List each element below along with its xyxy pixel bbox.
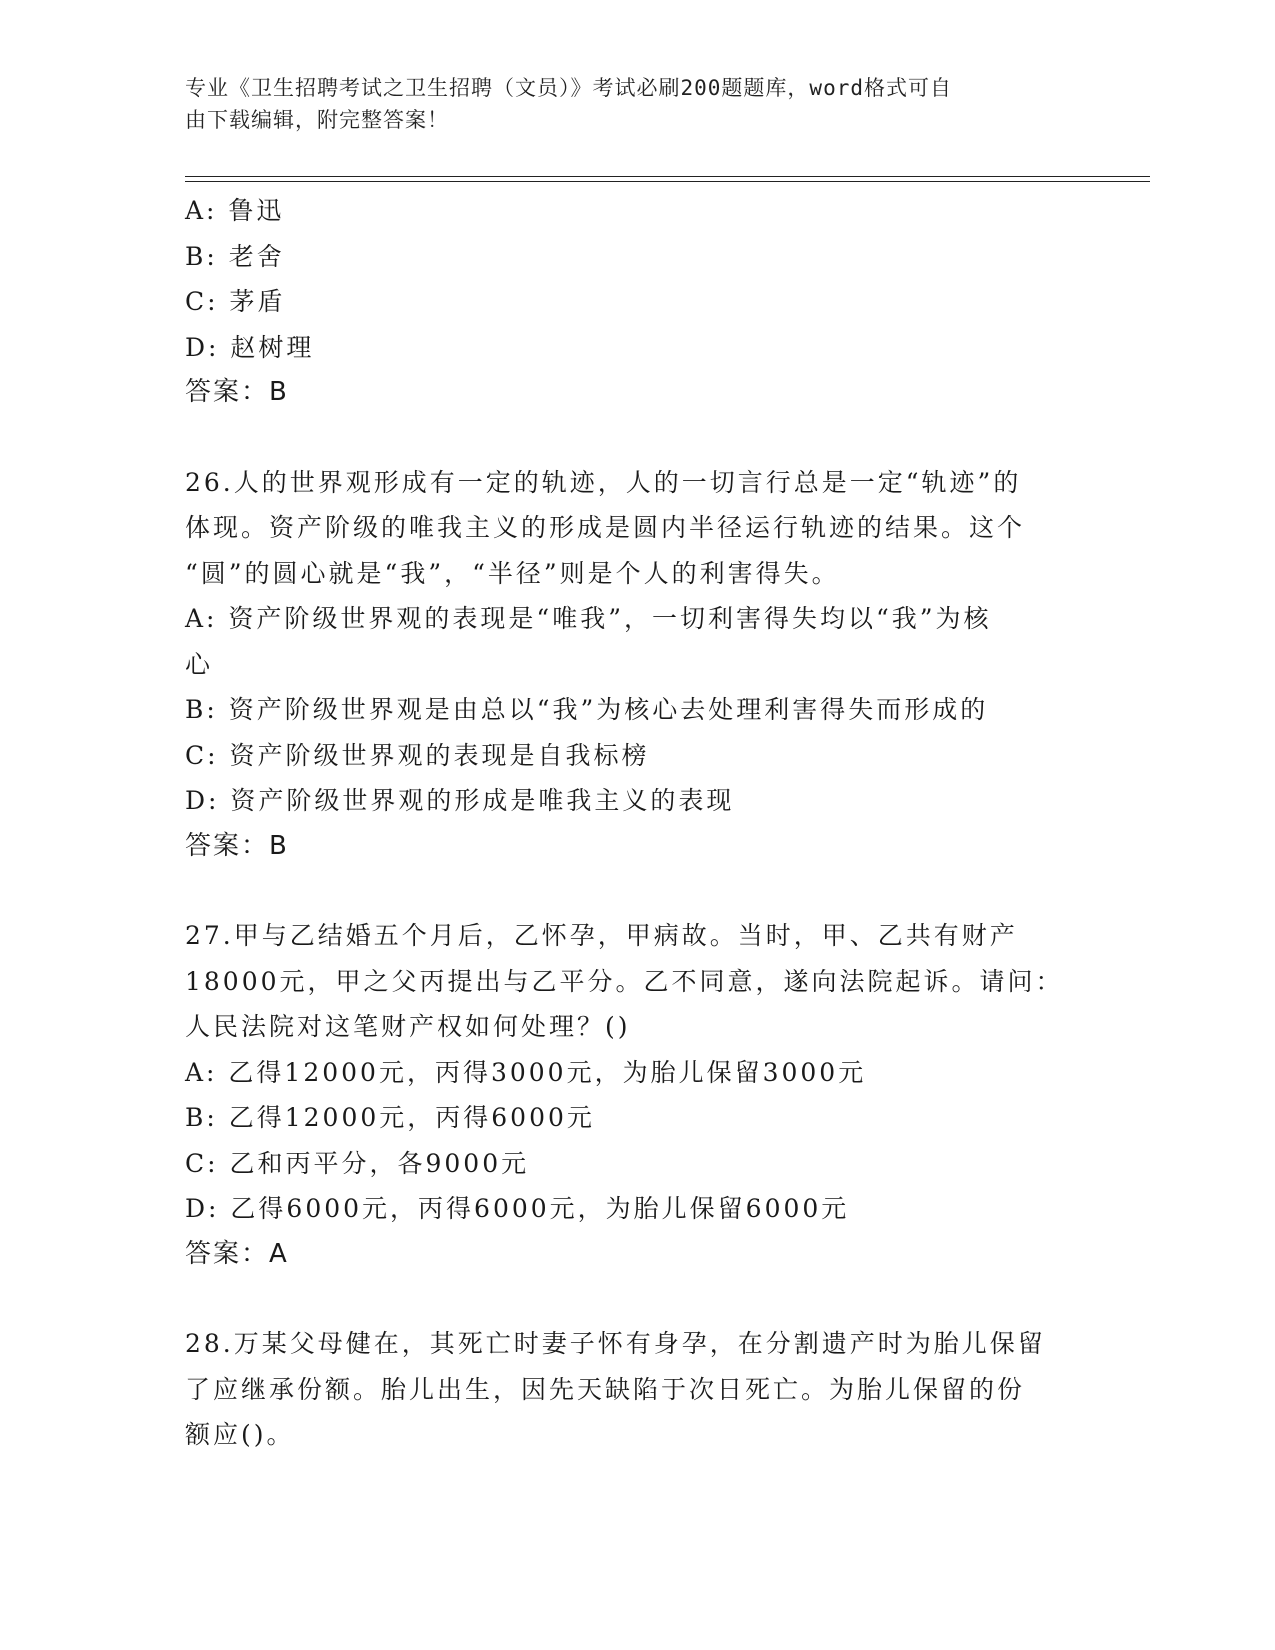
question-stem-line: 27.甲与乙结婚五个月后，乙怀孕，甲病故。当时，甲、乙共有财产 bbox=[185, 921, 1018, 950]
option-a: A: 鲁迅 bbox=[185, 196, 285, 225]
option-c: C: 乙和丙平分，各9000元 bbox=[185, 1148, 530, 1178]
answer-line: 答案：B bbox=[185, 830, 289, 861]
document-header bbox=[185, 72, 1065, 136]
header-line-2: 由下载编辑，附完整答案！ bbox=[185, 108, 449, 132]
option-d: D: 资产阶级世界观的形成是唯我主义的表现 bbox=[185, 786, 735, 815]
option-a-continued: 心 bbox=[185, 649, 214, 679]
option-b: B: 老舍 bbox=[185, 241, 285, 271]
document-body bbox=[185, 188, 1085, 1458]
option-a: A: 乙得12000元，丙得3000元，为胎儿保留3000元 bbox=[185, 1057, 867, 1087]
header-rule-top bbox=[185, 176, 1150, 177]
question-26 bbox=[185, 460, 1085, 870]
question-stem-line: “圆”的圆心就是“我”，“半径”则是个人的利害得失。 bbox=[185, 558, 840, 588]
option-b: B: 乙得12000元，丙得6000元 bbox=[185, 1103, 595, 1132]
option-c: C: 资产阶级世界观的表现是自我标榜 bbox=[185, 740, 650, 770]
question-27 bbox=[185, 913, 1085, 1277]
question-stem-line: 人民法院对这笔财产权如何处理？() bbox=[185, 1012, 631, 1041]
answer-line: 答案：A bbox=[185, 1238, 289, 1269]
answer-line: 答案：B bbox=[185, 377, 289, 407]
option-d: D: 赵树理 bbox=[185, 332, 315, 362]
spacer bbox=[185, 416, 1085, 460]
question-25 bbox=[185, 188, 1085, 416]
header-line-1: 专业《卫生招聘考试之卫生招聘（文员）》考试必刷200题题库，word格式可自 bbox=[185, 76, 952, 100]
question-28 bbox=[185, 1321, 1085, 1458]
question-stem-line: 额应()。 bbox=[185, 1420, 295, 1449]
question-stem-line: 体现。资产阶级的唯我主义的形成是圆内半径运行轨迹的结果。这个 bbox=[185, 513, 1026, 542]
question-stem-line: 28.万某父母健在，其死亡时妻子怀有身孕，在分割遗产时为胎儿保留 bbox=[185, 1329, 1046, 1358]
question-stem-line: 了应继承份额。胎儿出生，因先天缺陷于次日死亡。为胎儿保留的份 bbox=[185, 1374, 1026, 1404]
option-b: B: 资产阶级世界观是由总以“我”为核心去处理利害得失而形成的 bbox=[185, 695, 989, 724]
option-a: A: 资产阶级世界观的表现是“唯我”，一切利害得失均以“我”为核 bbox=[185, 604, 992, 633]
spacer bbox=[185, 869, 1085, 913]
option-d: D: 乙得6000元，丙得6000元，为胎儿保留6000元 bbox=[185, 1194, 850, 1223]
header-rule-bottom bbox=[185, 181, 1150, 182]
question-stem-line: 18000元，甲之父丙提出与乙平分。乙不同意，遂向法院起诉。请问： bbox=[185, 966, 1064, 996]
question-stem-line: 26.人的世界观形成有一定的轨迹，人的一切言行总是一定“轨迹”的 bbox=[185, 467, 1022, 497]
spacer bbox=[185, 1277, 1085, 1321]
option-c: C: 茅盾 bbox=[185, 287, 286, 316]
